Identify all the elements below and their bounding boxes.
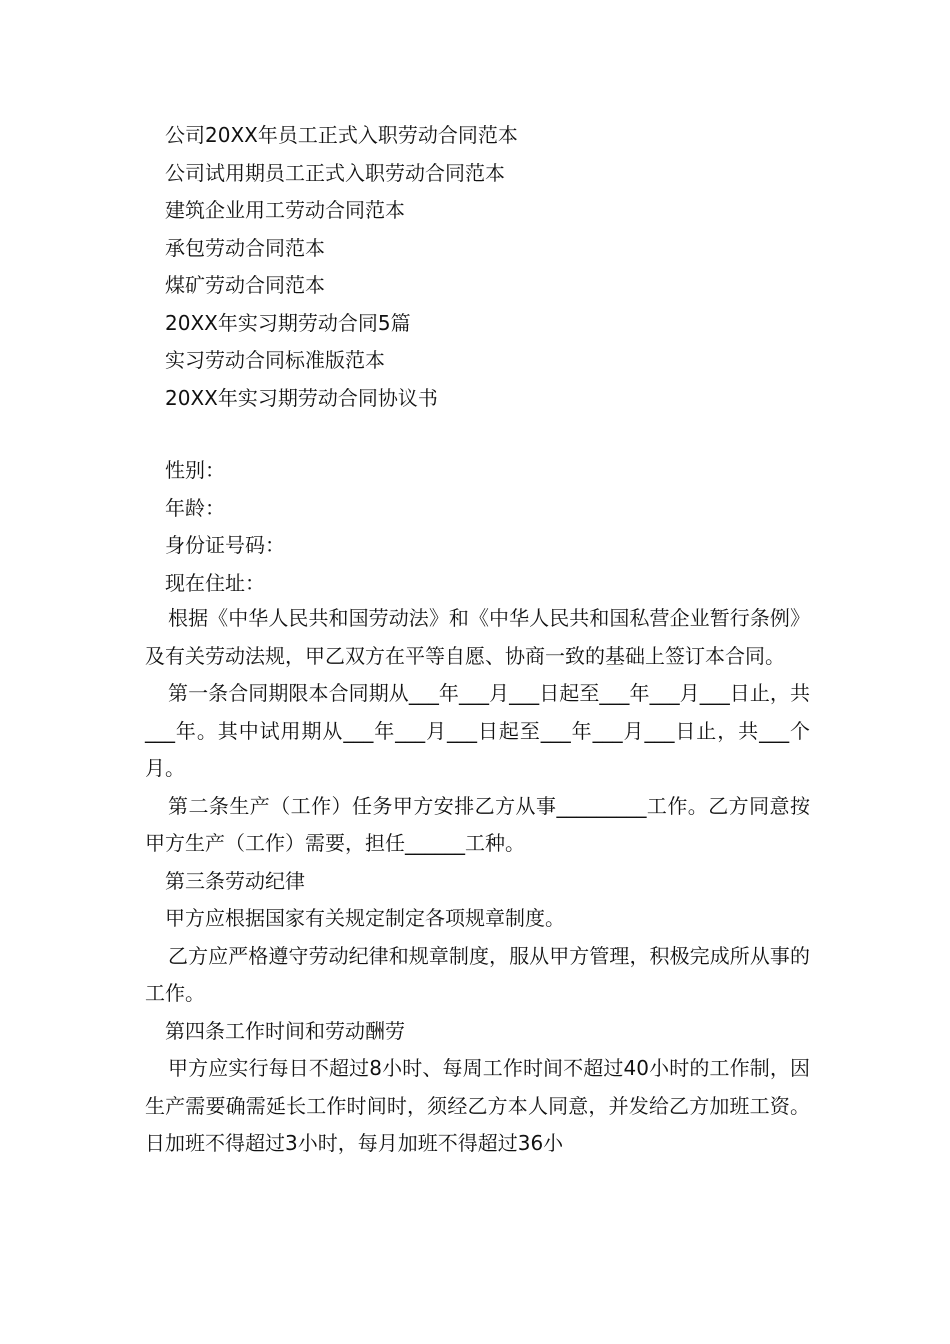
gender-label: 性别： bbox=[165, 458, 225, 482]
article-3-paragraph-1: 甲方应根据国家有关规定制定各项规章制度。 bbox=[165, 906, 565, 930]
related-link[interactable]: 实习劳动合同标准版范本 bbox=[165, 348, 385, 372]
article-1-paragraph: 第一条合同期限本合同期从___年___月___日起至___年___月___日止，共___年。其中试用期从___年___月___日起至___年___月___日止，共___个月。 bbox=[145, 681, 810, 780]
article-3-paragraph-2: 乙方应严格遵守劳动纪律和规章制度，服从甲方管理，积极完成所从事的工作。 bbox=[145, 943, 810, 1005]
related-contracts-list bbox=[165, 117, 518, 417]
related-link[interactable]: 公司20XX年员工正式入职劳动合同范本 bbox=[165, 123, 518, 147]
personal-info-fields bbox=[165, 452, 285, 602]
related-link[interactable]: 20XX年实习期劳动合同协议书 bbox=[165, 385, 438, 410]
article-2-paragraph: 第二条生产（工作）任务甲方安排乙方从事_________工作。乙方同意按甲方生产（工作）需要，担任______工种。 bbox=[145, 793, 810, 855]
address-label: 现在住址： bbox=[165, 570, 265, 595]
article-3-heading: 第三条劳动纪律 bbox=[165, 868, 305, 893]
intro-paragraph: 根据《中华人民共和国劳动法》和《中华人民共和国私营企业暂行条例》及有关劳动法规，甲乙双方在平等自愿、协商一致的基础上签订本合同。 bbox=[145, 606, 810, 668]
article-4-heading: 第四条工作时间和劳动酬劳 bbox=[165, 1018, 405, 1043]
contract-body bbox=[145, 600, 810, 1163]
related-link[interactable]: 煤矿劳动合同范本 bbox=[165, 273, 325, 297]
id-number-label: 身份证号码： bbox=[165, 533, 285, 557]
related-link[interactable]: 公司试用期员工正式入职劳动合同范本 bbox=[165, 160, 505, 185]
related-link[interactable]: 建筑企业用工劳动合同范本 bbox=[165, 198, 405, 222]
age-label: 年龄： bbox=[165, 495, 225, 520]
related-link[interactable]: 承包劳动合同范本 bbox=[165, 235, 325, 260]
article-4-paragraph-1: 甲方应实行每日不超过8小时、每周工作时间不超过40小时的工作制，因生产需要确需延长工作时间时，须经乙方本人同意，并发给乙方加班工资。日加班不得超过3小时，每月加班不得超过36小 bbox=[145, 1056, 810, 1155]
related-link[interactable]: 20XX年实习期劳动合同5篇 bbox=[165, 310, 411, 335]
